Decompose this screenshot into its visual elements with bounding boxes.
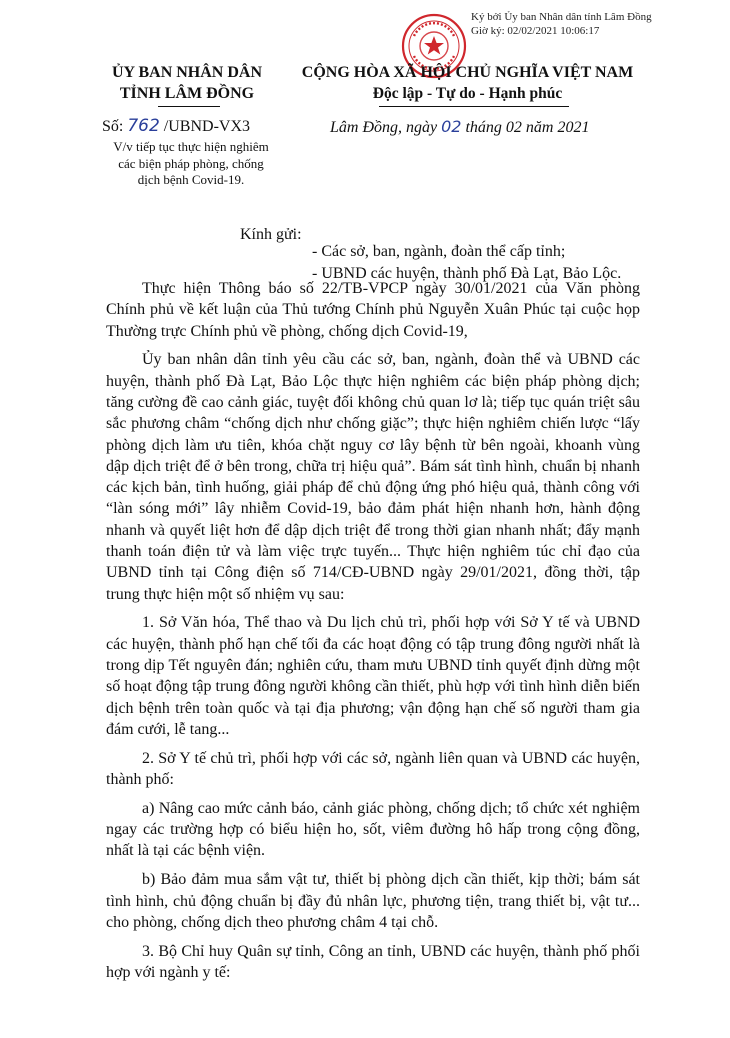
doc-number-handwritten: 762 xyxy=(127,116,160,136)
agency-underline xyxy=(158,106,220,107)
document-subject xyxy=(86,139,296,189)
subject-line-3: dịch bệnh Covid-19. xyxy=(137,172,245,187)
date-prefix: Lâm Đồng, ngày xyxy=(330,119,442,136)
body-paragraph: 3. Bộ Chỉ huy Quân sự tỉnh, Công an tỉnh, UBND các huyện, thành phố phối hợp với ngành y tế: xyxy=(106,942,640,981)
recipient-item: - Các sở, ban, ngành, đoàn thể cấp tỉnh; xyxy=(312,243,566,260)
document-number xyxy=(102,116,250,137)
subject-line-2: các biện pháp phòng, chống xyxy=(118,155,264,171)
body-paragraph: Thực hiện Thông báo số 22/TB-VPCP ngày 30/01/2021 của Văn phòng Chính phủ về kết luận của Thủ tướng Chính phủ Nguyễn Xuân Phúc tại cuộc họp Thường trực Chính phủ về phòng, chống dịch Covid-19, xyxy=(106,280,640,340)
body-paragraph: Ủy ban nhân dân tỉnh yêu cầu các sở, ban, ngành, đoàn thể và UBND các huyện, thành phố Đà Lạt, Bảo Lộc thực hiện nghiêm các biện pháp phòng dịch; tăng cường đề cao cảnh giác, tuyệt đối không chủ quan lơ là; tiếp tục quán triệt sâu sắc phương châm “chống dịch như chống giặc”; thực hiện nghiêm chiến lược “lấy phòng dịch làm ưu tiên, khóa chặt nguy cơ lây bệnh từ bên ngoài, khoanh vùng dập dịch triệt để ở bên trong, chữa trị hiệu quả”. Bám sát tình hình, chuẩn bị nhanh các kịch bản, tình huống, giải pháp để chủ động ứng phó hiệu quả, thành công với “làn sóng mới” lây nhiễm Covid-19, bảo đảm phát hiện nhanh hơn, hành động nhanh và quyết liệt hơn để dập dịch triệt để trong thời gian nhanh nhất; đẩy mạnh thanh toán điện tử và làm việc trực tuyến... Thực hiện nghiêm túc chỉ đạo của UBND tỉnh tại Công điện số 714/CĐ-UBND ngày 29/01/2021, đồng thời, tập trung thực hiện một số nhiệm vụ sau: xyxy=(106,351,640,603)
issue-date xyxy=(330,116,589,138)
recipient-item: - UBND các huyện, thành phố Đà Lạt, Bảo Lộc. xyxy=(312,265,622,282)
signature-line-2: Giờ ký: 02/02/2021 10:06:17 xyxy=(471,25,600,37)
motto-underline xyxy=(379,106,569,107)
doc-number-suffix: /UBND-VX3 xyxy=(159,118,251,135)
national-header xyxy=(295,62,640,104)
body-paragraph: b) Bảo đảm mua sắm vật tư, thiết bị phòng dịch cần thiết, kịp thời; bám sát tình hình, chủ động chuẩn bị đầy đủ nhân lực, phương tiện, trang thiết bị, vật tư... cho phòng, chống dịch theo phương châm 4 tại chỗ. xyxy=(106,871,640,931)
date-handwritten-day: 02 xyxy=(441,117,462,136)
date-suffix: tháng 02 năm 2021 xyxy=(461,119,590,136)
digital-signature-note xyxy=(471,10,652,38)
doc-number-prefix: Số: xyxy=(102,118,128,135)
agency-line-1: ỦY BAN NHÂN DÂN xyxy=(111,64,263,81)
body-paragraph: 2. Sở Y tế chủ trì, phối hợp với các sở, ngành liên quan và UBND các huyện, thành phố: xyxy=(106,749,640,789)
issuing-agency xyxy=(92,62,282,104)
agency-line-2: TỈNH LÂM ĐỒNG xyxy=(119,85,255,102)
document-body xyxy=(106,278,640,991)
nation-line-1: CỘNG HÒA XÃ HỘI CHỦ NGHĨA VIỆT NAM xyxy=(301,64,634,81)
body-paragraph: 1. Sở Văn hóa, Thể thao và Du lịch chủ trì, phối hợp với Sở Y tế và UBND các huyện, thành phố hạn chế tối đa các hoạt động có tập trung đông người nhất là trong dịp Tết nguyên đán; nghiên cứu, tham mưu UBND tỉnh quyết định dừng một số hoạt động tập trung đông người không cần thiết, phù hợp với tình hình diễn biến dịch bệnh trên toàn quốc và tại địa phương; vận động hạn chế số người tham gia đám cưới, lễ tang... xyxy=(106,614,640,738)
recipients-label: Kính gửi: xyxy=(240,226,302,243)
signature-line-1: Ký bởi Ủy ban Nhân dân tỉnh Lâm Đồng xyxy=(471,11,652,23)
body-paragraph: a) Nâng cao mức cảnh báo, cảnh giác phòng, chống dịch; tổ chức xét nghiệm ngay các trường hợp có biểu hiện ho, sốt, viêm đường hô hấp trong cộng đồng, nhất là tại các bệnh viện. xyxy=(106,799,640,860)
subject-line-1: V/v tiếp tục thực hiện nghiêm xyxy=(113,139,269,154)
nation-motto: Độc lập - Tự do - Hạnh phúc xyxy=(372,85,563,102)
